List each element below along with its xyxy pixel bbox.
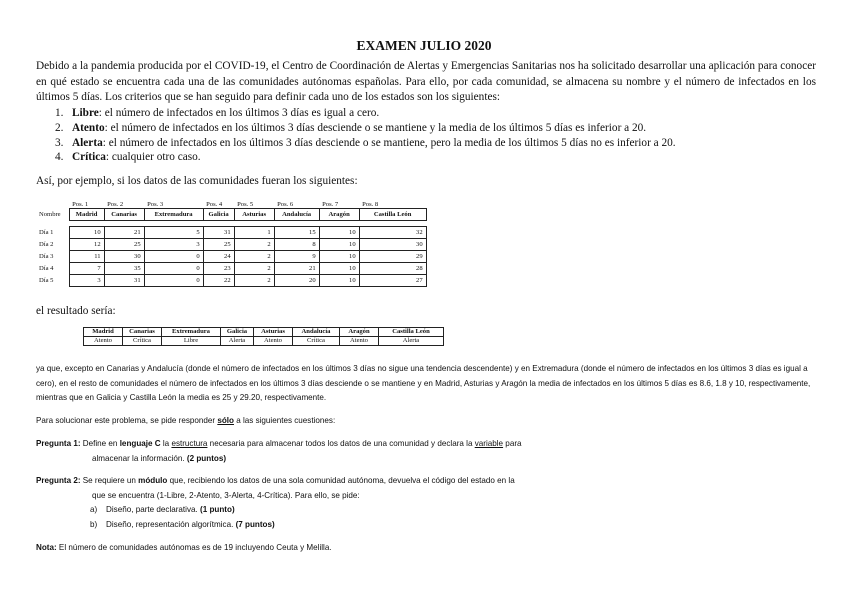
value-cell: 21 <box>274 262 319 274</box>
day-label: Día 5 <box>39 276 54 284</box>
criterion-item <box>55 106 676 121</box>
day-label: Día 1 <box>39 228 54 236</box>
question-text: almacenar la información. <box>92 453 187 463</box>
question-1 <box>36 437 522 466</box>
community-name: Canarias <box>123 328 162 337</box>
value-cell: 3 <box>69 274 104 286</box>
community-name: Extremadura <box>162 328 221 337</box>
exam-title: EXAMEN JULIO 2020 <box>356 38 492 53</box>
value-cell: 10 <box>319 226 359 238</box>
position-label: Pos. 6 <box>277 200 294 208</box>
subitem-points: (7 puntos) <box>235 519 275 529</box>
community-name: Madrid <box>69 208 104 220</box>
value-cell: 10 <box>69 226 104 238</box>
value-cell: 10 <box>319 250 359 262</box>
position-label: Pos. 7 <box>322 200 339 208</box>
value-cell: 25 <box>203 238 234 250</box>
criterion-name: Alerta <box>72 136 103 149</box>
community-name: Aragón <box>340 328 379 337</box>
instructions-emphasis: sólo <box>217 416 234 425</box>
criterion-text: : cualquier otro caso. <box>105 151 201 164</box>
value-cell: 0 <box>144 250 203 262</box>
value-cell: 2 <box>234 238 274 250</box>
value-cell: 10 <box>319 238 359 250</box>
value-cell: 2 <box>234 262 274 274</box>
result-table <box>83 327 444 346</box>
value-cell: 10 <box>319 262 359 274</box>
result-names-row <box>84 328 444 337</box>
community-name: Galicia <box>203 208 234 220</box>
explanation-paragraph: ya que, excepto en Canarias y Andalucía (donde el número de infectados en los últimos 3 días no sigue una tendencia descendente) y en Extremadura (donde el número de infectados en los últimos 3 días es igual a cero), en el resto de comunidades el número de infectados en los últimos 3 días desciende o se mantiene y en Madrid, Asturias y Aragón la media de infectados en los últimos 5 días es 8.6, 1.8 y 10, respectivamente, mientras que en Galicia y Castilla León la media es 25 y 29.20, respectivamente. <box>36 364 811 403</box>
criterion-item <box>55 121 676 136</box>
value-cell: 0 <box>144 262 203 274</box>
state-cell: Crítica <box>123 337 162 346</box>
community-name: Extremadura <box>144 208 203 220</box>
value-cell: 22 <box>203 274 234 286</box>
value-cell: 23 <box>203 262 234 274</box>
criterion-item <box>55 136 676 151</box>
subitem-text: Diseño, representación algorítmica. <box>106 519 236 529</box>
value-cell: 15 <box>274 226 319 238</box>
state-cell: Alerta <box>379 337 444 346</box>
state-cell: Atento <box>84 337 123 346</box>
table-row <box>36 238 426 250</box>
criterion-name: Crítica <box>72 151 106 164</box>
criteria-list <box>55 106 676 165</box>
state-cell: Alerta <box>221 337 254 346</box>
value-cell: 12 <box>69 238 104 250</box>
community-name: Castilla León <box>359 208 426 220</box>
state-cell: Atento <box>340 337 379 346</box>
criterion-text: : el número de infectados en los últimos 3 días es igual a cero. <box>98 107 380 119</box>
instructions-text: Para solucionar este problema, se pide responder <box>36 416 218 425</box>
position-label: Pos. 2 <box>107 200 124 208</box>
state-cell: Crítica <box>293 337 340 346</box>
question-2 <box>36 474 515 532</box>
value-cell: 28 <box>359 262 426 274</box>
intro-paragraph: Debido a la pandemia producida por el COVID-19, el Centro de Coordinación de Alertas y Emergencias Sanitarias nos ha solicitado desarrollar una aplicación para conocer en qué estado se encuentra cada una de las comunidades autónomas españolas. Para ello, por cada comunidad, se almacena su nombre y el número de infectados en los últimos 5 días. Los criterios que se han seguido para definir cada uno de los estados son los siguientes: <box>36 60 816 104</box>
note-text: El número de comunidades autónomas es de 19 incluyendo Ceuta y Melilla. <box>56 543 332 552</box>
names-row <box>36 208 426 220</box>
criterion-number: 1. <box>55 107 64 119</box>
question-emphasis: lenguaje C <box>119 439 161 448</box>
question-text: Define en <box>80 439 120 448</box>
value-cell: 27 <box>359 274 426 286</box>
data-table <box>36 197 427 287</box>
value-cell: 35 <box>104 262 144 274</box>
question-text: que, recibiendo los datos de una sola comunidad autónoma, devuelva el código del estado en la <box>167 476 515 485</box>
subitem-points: (1 punto) <box>200 505 235 515</box>
question-text: la <box>160 439 172 448</box>
example-text: Así, por ejemplo, si los datos de las comunidades fueran los siguientes: <box>36 175 358 187</box>
table-row <box>36 262 426 274</box>
community-name: Aragón <box>319 208 359 220</box>
position-label: Pos. 8 <box>362 200 379 208</box>
value-cell: 24 <box>203 250 234 262</box>
result-text: el resultado sería: <box>36 305 116 317</box>
question-text: que se encuentra (1-Libre, 2-Atento, 3-Alerta, 4-Crítica). Para ello, se pide: <box>92 490 360 500</box>
value-cell: 2 <box>234 250 274 262</box>
community-name: Asturias <box>234 208 274 220</box>
table-row <box>36 274 426 286</box>
community-name: Asturias <box>254 328 293 337</box>
name-label: Nombre <box>39 210 61 218</box>
criterion-number: 3. <box>55 136 64 149</box>
criterion-number: 2. <box>55 121 64 134</box>
community-name: Canarias <box>104 208 144 220</box>
community-name: Castilla León <box>379 328 444 337</box>
value-cell: 3 <box>144 238 203 250</box>
value-cell: 10 <box>319 274 359 286</box>
note-label: Nota: <box>36 543 57 552</box>
question-label: Pregunta 2: <box>36 476 81 485</box>
community-name: Galicia <box>221 328 254 337</box>
day-label: Día 2 <box>39 240 54 248</box>
criterion-text: : el número de infectados en los últimos 3 días desciende o se mantiene, pero la media de los últimos 5 días no es inferior a 20. <box>102 136 676 149</box>
value-cell: 9 <box>274 250 319 262</box>
position-label: Pos. 1 <box>72 200 89 208</box>
subitem-label: a) <box>90 505 98 515</box>
subitem-label: b) <box>90 519 98 529</box>
criterion-name: Libre <box>72 107 99 119</box>
value-cell: 2 <box>234 274 274 286</box>
state-cell: Atento <box>254 337 293 346</box>
value-cell: 20 <box>274 274 319 286</box>
value-cell: 31 <box>104 274 144 286</box>
position-label: Pos. 3 <box>147 200 164 208</box>
value-cell: 31 <box>203 226 234 238</box>
value-cell: 25 <box>104 238 144 250</box>
question-text: para <box>503 439 522 448</box>
value-cell: 32 <box>359 226 426 238</box>
question-points: (2 puntos) <box>186 453 227 463</box>
positions-row <box>36 197 426 208</box>
value-cell: 1 <box>234 226 274 238</box>
question-text: Se requiere un <box>80 476 139 485</box>
table-row <box>36 226 426 238</box>
instructions-text: a las siguientes cuestiones: <box>233 416 336 425</box>
question-emphasis: módulo <box>138 476 168 485</box>
community-name: Andalucía <box>293 328 340 337</box>
question-text: necesaria para almacenar todos los datos de una comunidad y declara la <box>207 439 475 448</box>
instructions-line <box>36 414 335 429</box>
table-row <box>36 250 426 262</box>
community-name: Andalucía <box>274 208 319 220</box>
position-label: Pos. 5 <box>237 200 254 208</box>
criterion-number: 4. <box>55 151 64 164</box>
criterion-name: Atento <box>72 121 105 134</box>
value-cell: 11 <box>69 250 104 262</box>
position-label: Pos. 4 <box>206 200 223 208</box>
value-cell: 21 <box>104 226 144 238</box>
value-cell: 0 <box>144 274 203 286</box>
value-cell: 30 <box>104 250 144 262</box>
result-states-row <box>84 337 444 346</box>
community-name: Madrid <box>84 328 123 337</box>
subitem-text: Diseño, parte declarativa. <box>106 505 201 515</box>
question-underline: estructura <box>171 439 208 448</box>
value-cell: 7 <box>69 262 104 274</box>
question-label: Pregunta 1: <box>36 439 81 448</box>
value-cell: 5 <box>144 226 203 238</box>
value-cell: 30 <box>359 238 426 250</box>
note <box>36 541 332 556</box>
value-cell: 29 <box>359 250 426 262</box>
criterion-item <box>55 150 676 165</box>
criterion-text: : el número de infectados en los últimos 3 días desciende o se mantiene y la media de los últimos 5 días es inferior a 20. <box>104 121 647 134</box>
day-label: Día 4 <box>39 264 54 272</box>
state-cell: Libre <box>162 337 221 346</box>
value-cell: 8 <box>274 238 319 250</box>
question-underline: variable <box>474 439 504 448</box>
day-label: Día 3 <box>39 252 54 260</box>
